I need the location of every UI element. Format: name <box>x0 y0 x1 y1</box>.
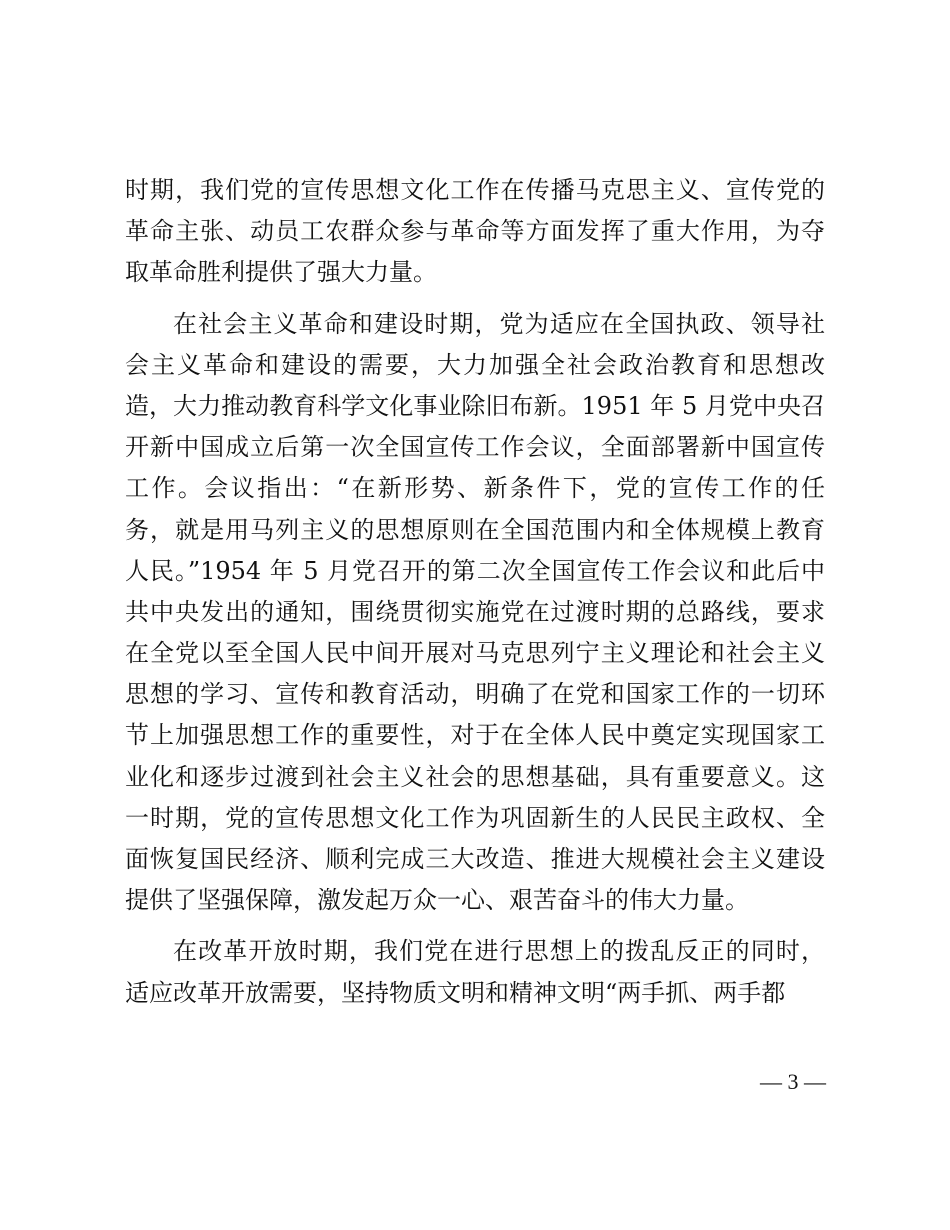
text-line: 共中央发出的通知，围绕贯彻实施党在过渡时期的总路线，要求 <box>125 597 825 626</box>
text-line: 人民。”1954 年 5 月党召开的第二次全国宣传工作会议和此后中 <box>125 556 825 585</box>
text-line: 会主义革命和建设的需要，大力加强全社会政治教育和思想改 <box>125 350 825 379</box>
text-line: 在社会主义革命和建设时期，党为适应在全国执政、领导社 <box>173 309 825 338</box>
text-line: 在全党以至全国人民中间开展对马克思列宁主义理论和社会主义 <box>125 639 825 668</box>
paragraph <box>125 304 825 922</box>
text-line: 提供了坚强保障，激发起万众一心、艰苦奋斗的伟大力量。 <box>125 886 749 915</box>
paragraph-gap <box>125 294 825 304</box>
text-line: 开新中国成立后第一次全国宣传工作会议，全面部署新中国宣传 <box>125 433 825 462</box>
text-line: 取革命胜利提供了强大力量。 <box>125 258 437 287</box>
text-line: 造，大力推动教育科学文化事业除旧布新。1951 年 5 月党中央召 <box>125 391 825 420</box>
text-line: 在改革开放时期，我们党在进行思想上的拨乱反正的同时， <box>173 937 825 966</box>
text-line: 一时期，党的宣传思想文化工作为巩固新生的人民民主政权、全 <box>125 803 825 832</box>
text-line: 业化和逐步过渡到社会主义社会的思想基础，具有重要意义。这 <box>125 762 825 791</box>
body-text <box>125 170 825 1014</box>
text-line: 思想的学习、宣传和教育活动，明确了在党和国家工作的一切环 <box>125 680 825 709</box>
text-line: 时期，我们党的宣传思想文化工作在传播马克思主义、宣传党的 <box>125 176 825 204</box>
text-line: 工作。会议指出：“在新形势、新条件下，党的宣传工作的任 <box>125 474 825 503</box>
text-line: 节上加强思想工作的重要性，对于在全体人民中奠定实现国家工 <box>125 721 825 750</box>
page-number: — 3 — <box>760 1069 826 1094</box>
paragraph-gap <box>125 921 825 931</box>
text-line: 务，就是用马列主义的思想原则在全国范围内和全体规模上教育 <box>125 515 825 544</box>
text-line: 适应改革开放需要，坚持物质文明和精神文明“两手抓、两手都 <box>125 978 786 1007</box>
text-line: 革命主张、动员工农群众参与革命等方面发挥了重大作用，为夺 <box>125 217 825 246</box>
paragraph <box>125 931 825 1013</box>
text-line: 面恢复国民经济、顺利完成三大改造、推进大规模社会主义建设 <box>125 845 825 873</box>
paragraph <box>125 170 825 294</box>
